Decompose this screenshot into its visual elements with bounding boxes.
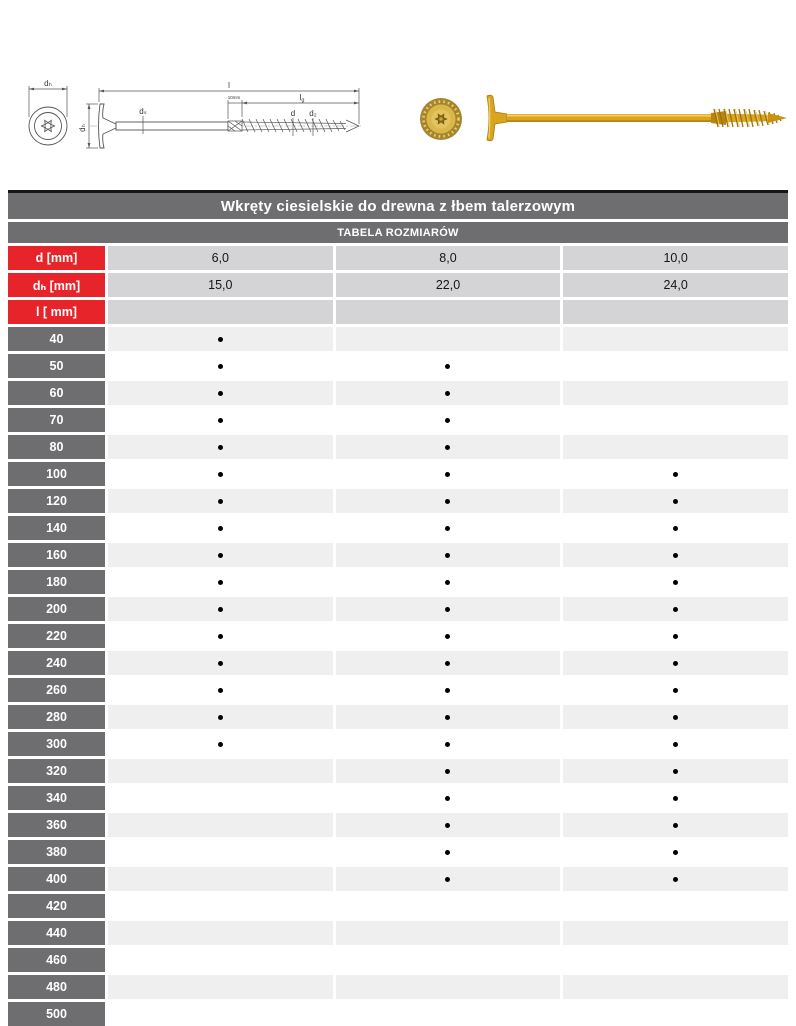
- availability-cell-available: [563, 543, 788, 567]
- availability-cell-available: [336, 462, 561, 486]
- technical-drawing: [10, 66, 370, 178]
- availability-cell-empty: [563, 327, 788, 351]
- length-row-label: 280: [8, 705, 105, 729]
- length-row-label: 240: [8, 651, 105, 675]
- shank-drawing: [116, 122, 228, 130]
- availability-cell-empty: [336, 975, 561, 999]
- length-row-label: 320: [8, 759, 105, 783]
- label-thread-diameter: d: [290, 109, 296, 118]
- availability-dot: [445, 445, 450, 450]
- length-row-label: 400: [8, 867, 105, 891]
- availability-dot: [445, 661, 450, 666]
- availability-cell-empty: [336, 894, 561, 918]
- availability-cell-available: [336, 435, 561, 459]
- size-table: [8, 190, 788, 1026]
- availability-cell-available: [336, 732, 561, 756]
- availability-dot: [445, 364, 450, 369]
- availability-dot: [218, 445, 223, 450]
- availability-cell-empty: [108, 786, 333, 810]
- length-row-label: 360: [8, 813, 105, 837]
- availability-cell-empty: [563, 894, 788, 918]
- availability-cell-available: [108, 570, 333, 594]
- availability-dot: [673, 715, 678, 720]
- availability-dot: [445, 742, 450, 747]
- availability-cell-available: [108, 354, 333, 378]
- availability-cell-empty: [563, 381, 788, 405]
- availability-dot: [445, 769, 450, 774]
- availability-dot: [673, 472, 678, 477]
- spec-value-head-diameter-1: 15,0: [108, 273, 333, 297]
- spec-value-length-3: [563, 300, 788, 324]
- availability-dot: [445, 526, 450, 531]
- length-row-label: 300: [8, 732, 105, 756]
- table-title: Wkręty ciesielskie do drewna z łbem talerzowym: [8, 190, 788, 219]
- availability-dot: [445, 472, 450, 477]
- availability-dot: [218, 418, 223, 423]
- availability-cell-available: [563, 624, 788, 648]
- length-row-label: 500: [8, 1002, 105, 1026]
- availability-cell-empty: [563, 354, 788, 378]
- availability-dot: [218, 499, 223, 504]
- availability-dot: [445, 715, 450, 720]
- availability-cell-available: [336, 408, 561, 432]
- availability-cell-available: [336, 867, 561, 891]
- availability-dot: [673, 607, 678, 612]
- availability-cell-empty: [336, 921, 561, 945]
- spec-label-length: l [ mm]: [8, 300, 105, 324]
- availability-cell-empty: [108, 759, 333, 783]
- spec-value-diameter-1: 6,0: [108, 246, 333, 270]
- availability-cell-available: [336, 786, 561, 810]
- availability-cell-empty: [563, 435, 788, 459]
- availability-dot: [218, 688, 223, 693]
- availability-dot: [445, 850, 450, 855]
- length-row-label: 440: [8, 921, 105, 945]
- availability-dot: [673, 769, 678, 774]
- availability-dot: [673, 499, 678, 504]
- availability-dot: [445, 553, 450, 558]
- availability-dot: [218, 526, 223, 531]
- availability-cell-available: [336, 624, 561, 648]
- spec-label-head-diameter: dₕ [mm]: [8, 273, 105, 297]
- availability-dot: [218, 580, 223, 585]
- length-row-label: 480: [8, 975, 105, 999]
- availability-cell-available: [336, 678, 561, 702]
- availability-cell-available: [108, 678, 333, 702]
- availability-cell-available: [563, 867, 788, 891]
- dim-overall-length: [99, 88, 359, 124]
- availability-dot: [218, 742, 223, 747]
- availability-cell-available: [108, 624, 333, 648]
- availability-dot: [218, 553, 223, 558]
- availability-cell-available: [108, 705, 333, 729]
- length-row-label: 200: [8, 597, 105, 621]
- spec-value-head-diameter-3: 24,0: [563, 273, 788, 297]
- availability-dot: [218, 607, 223, 612]
- availability-cell-available: [336, 813, 561, 837]
- spec-label-diameter: d [mm]: [8, 246, 105, 270]
- availability-dot: [673, 796, 678, 801]
- availability-dot: [673, 850, 678, 855]
- availability-cell-empty: [563, 921, 788, 945]
- availability-cell-empty: [563, 1002, 788, 1026]
- length-row-label: 260: [8, 678, 105, 702]
- photo-head-top-view: [420, 98, 462, 140]
- availability-cell-empty: [336, 327, 561, 351]
- availability-cell-available: [108, 408, 333, 432]
- availability-dot: [218, 634, 223, 639]
- availability-cell-available: [336, 570, 561, 594]
- thread-drawing: [242, 119, 359, 132]
- length-row-label: 100: [8, 462, 105, 486]
- availability-cell-available: [336, 840, 561, 864]
- availability-dot: [673, 742, 678, 747]
- availability-cell-available: [336, 489, 561, 513]
- availability-cell-empty: [108, 921, 333, 945]
- spec-value-length-1: [108, 300, 333, 324]
- availability-cell-empty: [563, 948, 788, 972]
- availability-dot: [445, 499, 450, 504]
- availability-cell-available: [336, 354, 561, 378]
- availability-cell-empty: [108, 867, 333, 891]
- torx-drive-drawing: [42, 120, 55, 131]
- availability-dot: [445, 823, 450, 828]
- availability-cell-available: [108, 516, 333, 540]
- availability-cell-available: [563, 705, 788, 729]
- availability-dot: [673, 580, 678, 585]
- availability-cell-empty: [336, 948, 561, 972]
- availability-cell-available: [108, 381, 333, 405]
- length-row-label: 180: [8, 570, 105, 594]
- product-photo: [408, 68, 790, 168]
- availability-cell-available: [563, 489, 788, 513]
- length-row-label: 120: [8, 489, 105, 513]
- availability-cell-available: [336, 597, 561, 621]
- table-subtitle: TABELA ROZMIARÓW: [8, 222, 788, 243]
- photo-screw-side-view: [487, 95, 787, 141]
- availability-dot: [445, 796, 450, 801]
- availability-cell-available: [563, 813, 788, 837]
- head-top-view-drawing: [29, 107, 67, 145]
- availability-dot: [673, 877, 678, 882]
- spec-value-diameter-3: 10,0: [563, 246, 788, 270]
- availability-cell-available: [108, 543, 333, 567]
- label-head-height: dₕ: [78, 124, 87, 132]
- availability-cell-available: [563, 462, 788, 486]
- length-row-label: 340: [8, 786, 105, 810]
- head-side-view-drawing: [99, 104, 117, 148]
- availability-cell-available: [563, 786, 788, 810]
- spec-value-length-2: [336, 300, 561, 324]
- availability-cell-available: [336, 381, 561, 405]
- availability-dot: [673, 688, 678, 693]
- length-row-label: 60: [8, 381, 105, 405]
- label-head-diameter: dₕ: [44, 79, 52, 88]
- availability-cell-available: [108, 435, 333, 459]
- availability-dot: [445, 607, 450, 612]
- availability-dot: [218, 391, 223, 396]
- availability-cell-empty: [108, 948, 333, 972]
- availability-dot: [218, 715, 223, 720]
- availability-cell-available: [563, 840, 788, 864]
- availability-dot: [218, 661, 223, 666]
- availability-dot: [218, 472, 223, 477]
- availability-cell-available: [108, 732, 333, 756]
- availability-cell-available: [108, 462, 333, 486]
- availability-cell-available: [563, 732, 788, 756]
- availability-cell-available: [563, 678, 788, 702]
- availability-cell-empty: [108, 1002, 333, 1026]
- length-row-label: 80: [8, 435, 105, 459]
- availability-cell-empty: [108, 840, 333, 864]
- length-row-label: 40: [8, 327, 105, 351]
- spec-value-diameter-2: 8,0: [336, 246, 561, 270]
- availability-dot: [673, 823, 678, 828]
- length-row-label: 380: [8, 840, 105, 864]
- availability-dot: [445, 391, 450, 396]
- availability-dot: [673, 553, 678, 558]
- availability-cell-available: [108, 489, 333, 513]
- length-row-label: 160: [8, 543, 105, 567]
- availability-cell-available: [563, 651, 788, 675]
- label-tip-diameter: d₂: [309, 109, 317, 118]
- availability-cell-empty: [108, 813, 333, 837]
- availability-cell-available: [108, 327, 333, 351]
- availability-cell-available: [336, 543, 561, 567]
- availability-dot: [445, 877, 450, 882]
- availability-cell-empty: [108, 894, 333, 918]
- availability-cell-available: [336, 759, 561, 783]
- label-thread-length: lg: [299, 93, 305, 104]
- availability-dot: [673, 526, 678, 531]
- spec-value-head-diameter-2: 22,0: [336, 273, 561, 297]
- length-row-label: 460: [8, 948, 105, 972]
- availability-cell-empty: [563, 975, 788, 999]
- availability-cell-available: [108, 651, 333, 675]
- availability-cell-available: [563, 597, 788, 621]
- availability-dot: [445, 634, 450, 639]
- length-row-label: 420: [8, 894, 105, 918]
- availability-cell-available: [108, 597, 333, 621]
- availability-dot: [445, 688, 450, 693]
- availability-dot: [445, 580, 450, 585]
- availability-dot: [673, 634, 678, 639]
- availability-cell-empty: [563, 408, 788, 432]
- label-thread-zone: 10mm: [227, 95, 241, 100]
- availability-dot: [218, 337, 223, 342]
- availability-dot: [218, 364, 223, 369]
- availability-cell-available: [336, 705, 561, 729]
- availability-cell-available: [336, 516, 561, 540]
- cutting-zone-drawing: [228, 121, 242, 131]
- availability-cell-available: [563, 570, 788, 594]
- availability-cell-available: [563, 759, 788, 783]
- label-overall-length: l: [228, 81, 230, 90]
- availability-dot: [445, 418, 450, 423]
- length-row-label: 70: [8, 408, 105, 432]
- label-shank-diameter: dₛ: [139, 107, 147, 116]
- availability-cell-empty: [336, 1002, 561, 1026]
- availability-cell-empty: [108, 975, 333, 999]
- length-row-label: 140: [8, 516, 105, 540]
- availability-dot: [673, 661, 678, 666]
- length-row-label: 220: [8, 624, 105, 648]
- availability-cell-available: [563, 516, 788, 540]
- figures-section: [0, 0, 796, 190]
- availability-cell-available: [336, 651, 561, 675]
- length-row-label: 50: [8, 354, 105, 378]
